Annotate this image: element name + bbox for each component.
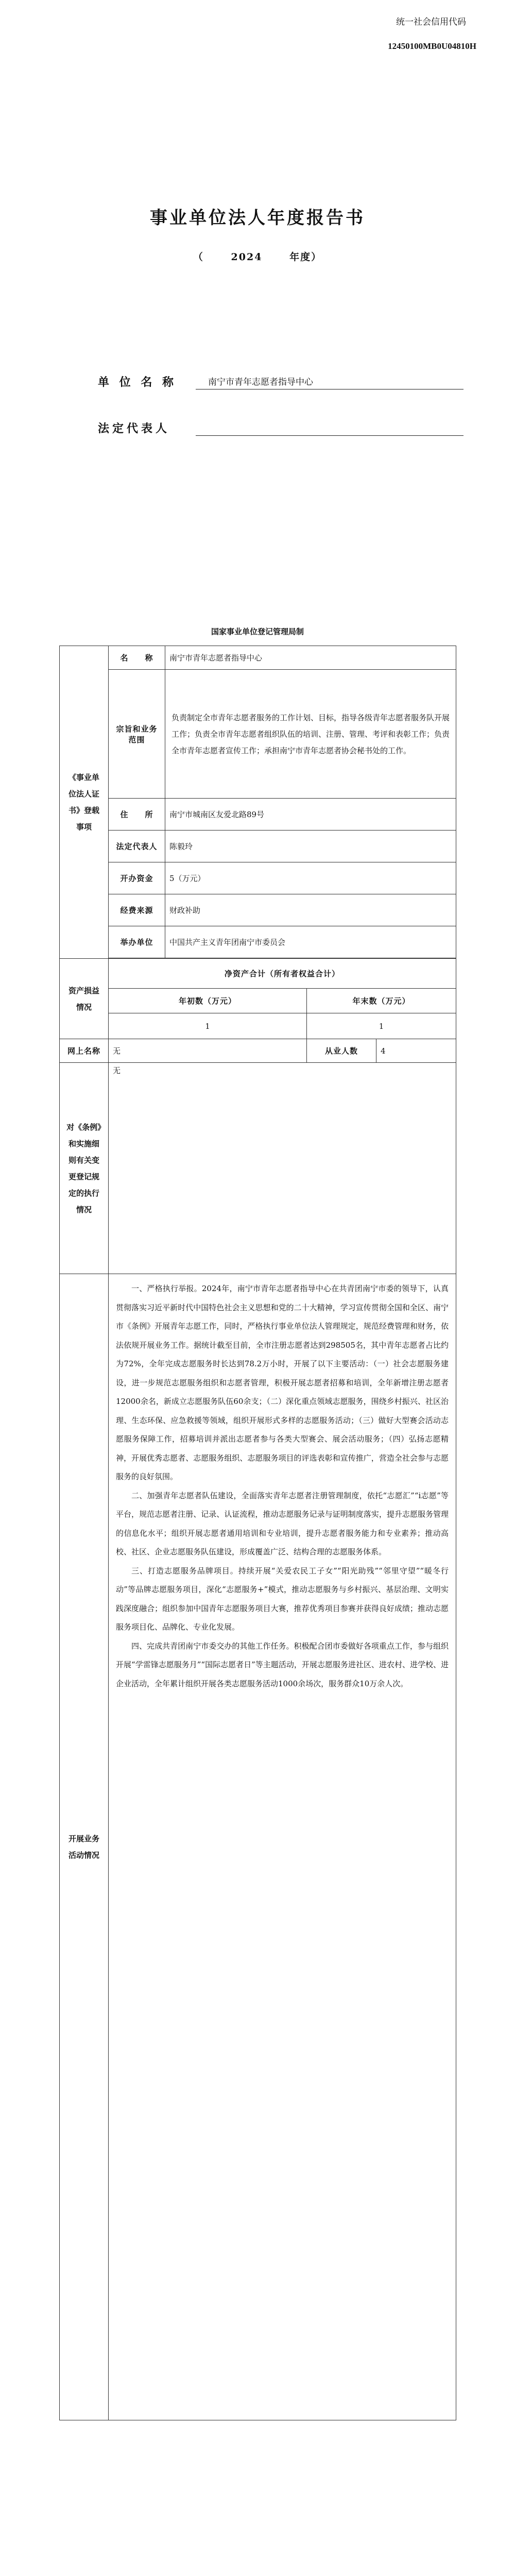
report-title: 事业单位法人年度报告书: [150, 208, 365, 228]
row-net-assets: [60, 959, 456, 989]
report-year: [0, 249, 515, 263]
purpose-value: 负责制定全市青年志愿者服务的工作计划、目标，指导各级青年志愿者服务队开展工作；负责全市青年志愿者组织队伍的培训、注册、管理、考评和表彰工作；负责全市青年志愿者宣传工作；承担南宁市青年志愿者协会秘书处的工作。: [165, 670, 456, 799]
staff-label: 从业人数: [307, 1039, 376, 1063]
row-name: [60, 646, 456, 670]
row-business: [60, 1274, 456, 2420]
row-funding: [60, 894, 456, 926]
row-legal: [60, 831, 456, 862]
row-assets-headers: [60, 989, 456, 1013]
compliance-label: 对《条例》和实施细则有关变更登记规定的执行情况: [60, 1063, 109, 1274]
assets-section-label: 资产损益情况: [60, 959, 109, 1039]
business-paragraph: 三、打造志愿服务品牌项目。持续开展“关爱农民工子女”“阳光助残”“邻里守望”“暖冬行动”等品牌志愿服务项目，深化“志愿服务+”模式，推动志愿服务与乡村振兴、基层治理、文明实践深度融合；组织参加中国青年志愿服务项目大赛，推荐优秀项目参赛并获得良好成绩；推动志愿服务项目化、品牌化、专业化发展。: [116, 1566, 449, 1632]
business-paragraph: 四、完成共青团南宁市委交办的其他工作任务。积极配合团市委做好各项重点工作，参与组织开展“学雷锋志愿服务月”“国际志愿者日”等主题活动，开展志愿服务进社区、进农村、进学校、进企业活动，全年累计组织开展各类志愿服务活动1000余场次，服务群众10万余人次。: [116, 1641, 449, 1688]
row-web: [60, 1039, 456, 1063]
row-purpose: [60, 670, 456, 799]
report-table-wrapper: [59, 646, 456, 2420]
row-address: [60, 799, 456, 831]
sponsor-value: 中国共产主义青年团南宁市委员会: [165, 926, 456, 958]
business-paragraph: 二、加强青年志愿者队伍建设，全面落实青年志愿者注册管理制度，依托“志愿汇”“i志愿”等平台，规范志愿者注册、记录、认证流程，推动志愿服务记录与证明制度落实，提升志愿服务管理的信息化水平；组织开展志愿者通用培训和专业培训，提升志愿者服务能力和专业素养；推动高校、社区、企业志愿服务队伍建设，形成覆盖广泛、结构合理的志愿服务体系。: [116, 1490, 449, 1556]
funding-label: 经费来源: [109, 894, 165, 926]
compliance-value: 无: [109, 1063, 456, 1274]
legal-rep-field: [98, 420, 180, 436]
row-capital: [60, 862, 456, 894]
row-compliance: [60, 1063, 456, 1274]
year-open-paren: （: [193, 251, 204, 263]
capital-value: 5（万元）: [165, 862, 456, 894]
name-label: 名 称: [109, 646, 165, 670]
report-table: [59, 646, 456, 2420]
address-label: 住 所: [109, 799, 165, 831]
funding-value: 财政补助: [165, 894, 456, 926]
year-value: 2024: [231, 251, 263, 263]
begin-value: 1: [109, 1013, 307, 1039]
address-value: 南宁市城南区友爱北路89号: [165, 799, 456, 831]
domain-label: 网上名称: [60, 1039, 109, 1063]
row-assets-values: [60, 1013, 456, 1039]
domain-value: 无: [109, 1039, 307, 1063]
unit-name-label: 单 位 名 称: [98, 376, 177, 389]
legal-label: 法定代表人: [109, 831, 165, 862]
credit-code-value: 12450100MB0U04810H: [388, 41, 476, 51]
begin-label: 年初数（万元）: [109, 989, 307, 1013]
legal-rep-value: [196, 434, 464, 436]
unit-name-field: [98, 374, 313, 389]
sponsor-label: 举办单位: [109, 926, 165, 958]
year-suffix: 年度）: [289, 251, 322, 263]
credit-code-label: 统一社会信用代码: [396, 17, 466, 27]
registration-section-label: 《事业单位法人证书》登载事项: [60, 646, 109, 959]
staff-value: 4: [376, 1039, 456, 1063]
net-assets-label: 净资产合计（所有者权益合计）: [109, 959, 456, 989]
name-value: 南宁市青年志愿者指导中心: [165, 646, 456, 670]
cover-page: [0, 0, 515, 626]
issuing-authority: 国家事业单位登记管理局制: [211, 627, 304, 636]
end-value: 1: [307, 1013, 456, 1039]
purpose-label: 宗旨和业务范围: [109, 670, 165, 799]
row-sponsor: [60, 926, 456, 958]
business-label: 开展业务活动情况: [60, 1274, 109, 2420]
business-paragraph: 一、严格执行举报。2024年，南宁市青年志愿者指导中心在共青团南宁市委的领导下，认真贯彻落实习近平新时代中国特色社会主义思想和党的二十大精神，学习宣传贯彻全国和全区、南宁市《条例》开展青年志愿工作，同时，严格执行事业单位法人管理规定，规范经费管理和财务，依法依规开展业务工作。据统计截至目前，全市注册志愿者达到298505名，其中青年志愿者占比约为72%，全年完成志愿服务时长达到78.2万小时，开展了以下主要活动：（一）社会志愿服务建设，进一步规范志愿服务组织和志愿者管理，积极开展志愿者招募和培训，全年新增注册志愿者12000余名，新成立志愿服务队伍60余支；（二）深化重点领域志愿服务，围绕乡村振兴、社区治理、生态环保、应急救援等领域，组织开展形式多样的志愿服务活动；（三）做好大型赛会活动志愿服务保障工作，招募培训并派出志愿者参与各类大型赛会、展会活动服务；（四）弘扬志愿精神，开展优秀志愿者、志愿服务组织、志愿服务项目的评选表彰和宣传推广，营造全社会参与志愿服务的良好氛围。: [116, 1284, 449, 1481]
end-label: 年末数（万元）: [307, 989, 456, 1013]
capital-label: 开办资金: [109, 862, 165, 894]
business-content: [109, 1274, 456, 2420]
legal-rep-label: 法定代表人: [98, 422, 170, 435]
legal-value: 陈毅玲: [165, 831, 456, 862]
unit-name-value: 南宁市青年志愿者指导中心: [196, 375, 464, 389]
